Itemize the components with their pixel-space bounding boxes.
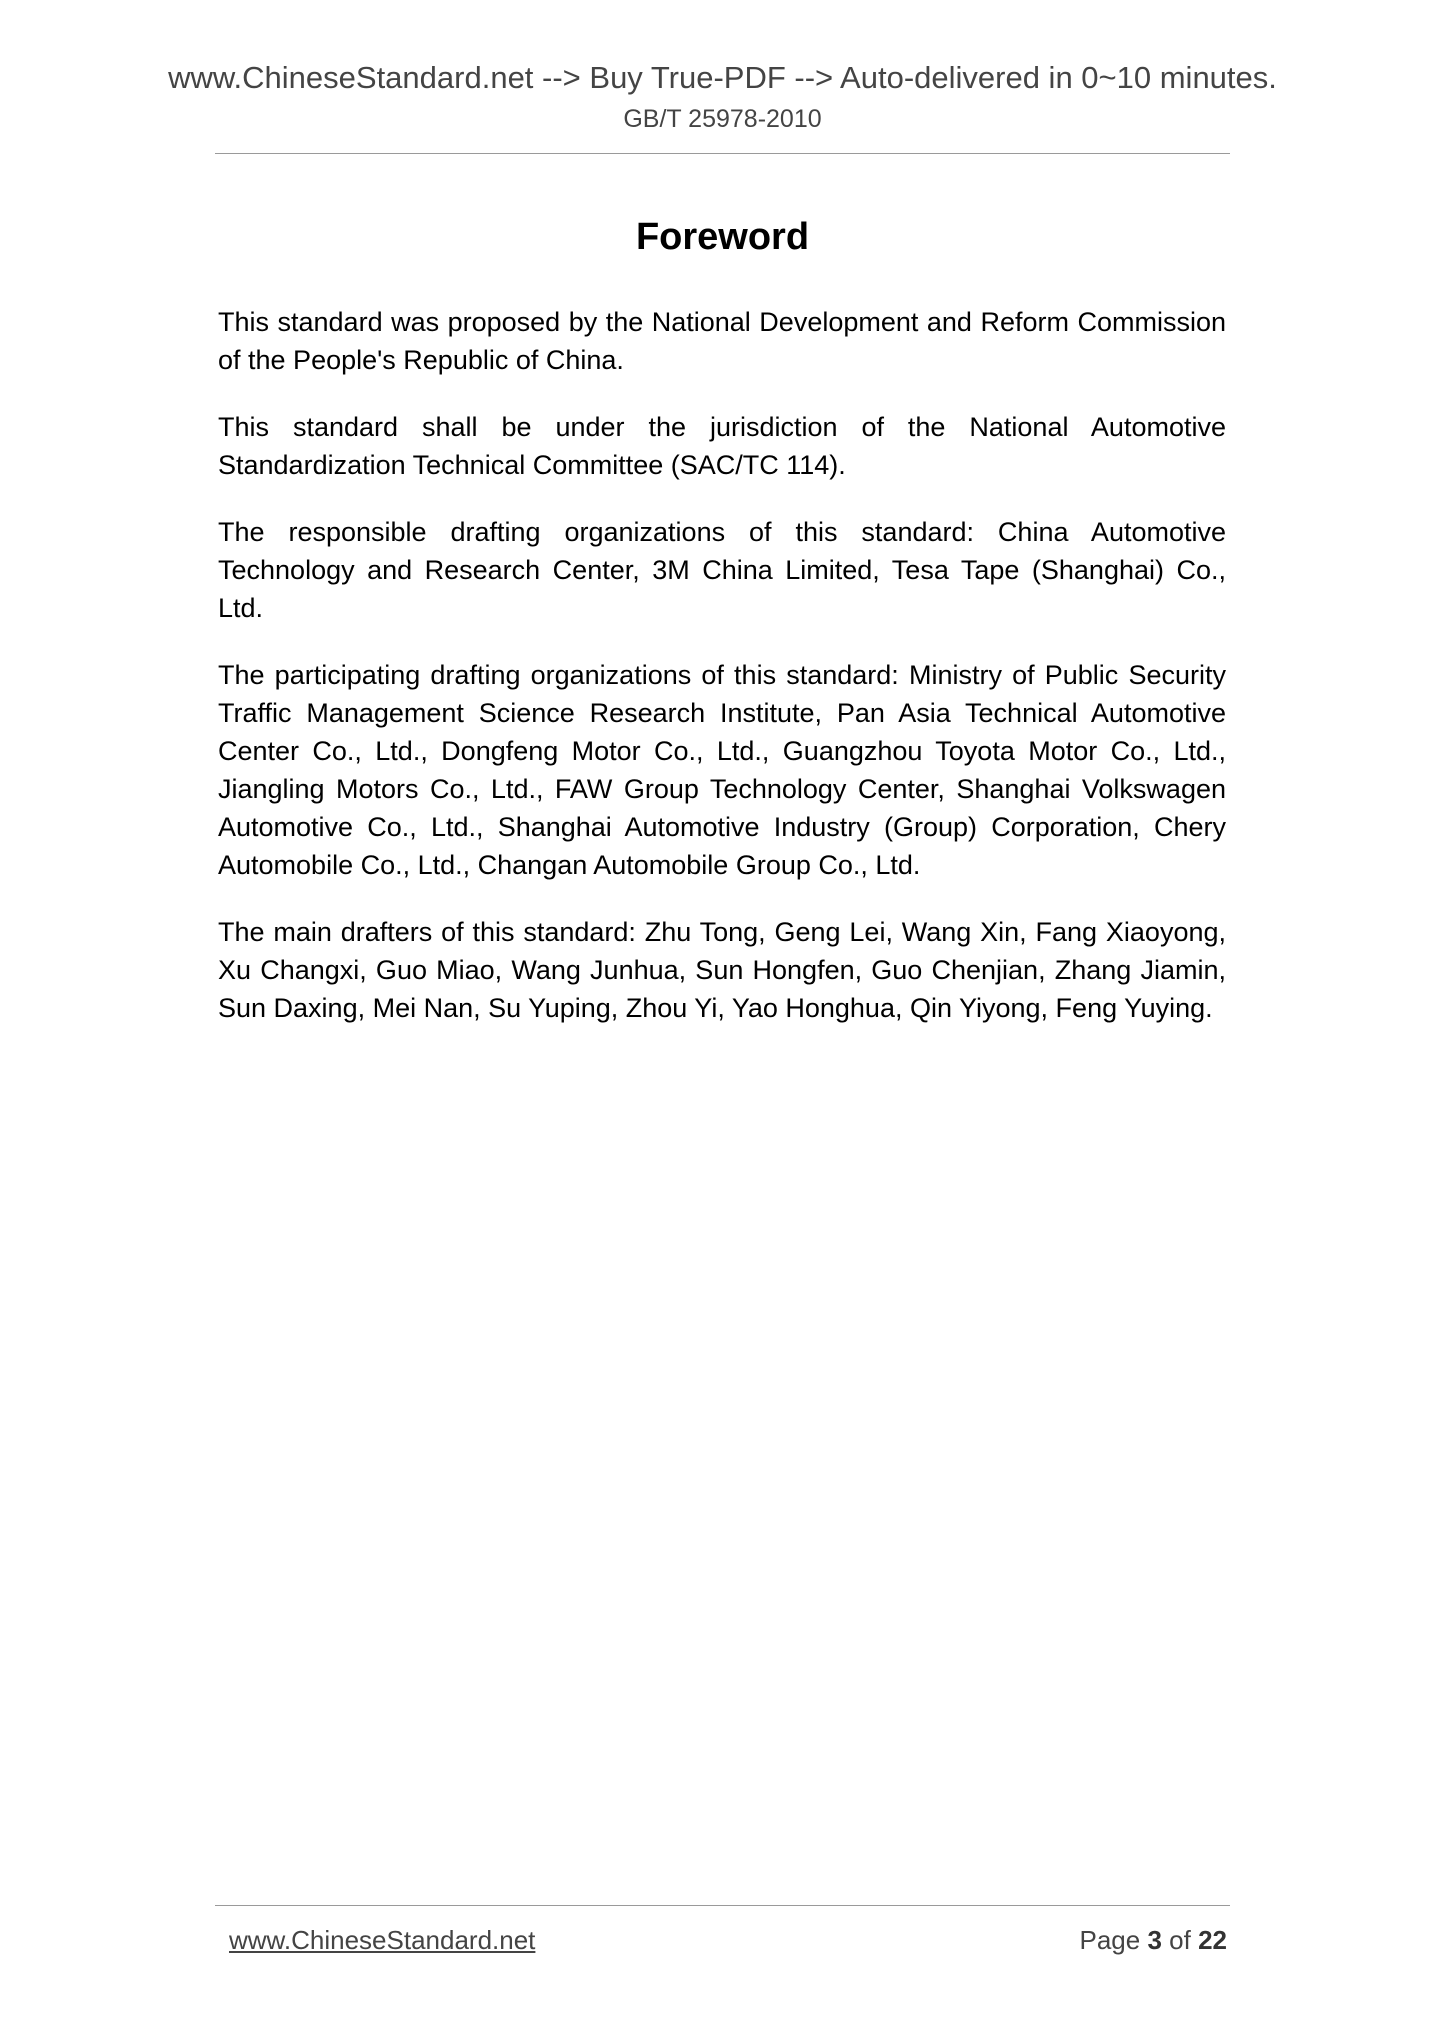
page-title: Foreword xyxy=(635,216,810,258)
footer-divider xyxy=(215,1905,1230,1906)
footer-website-link[interactable]: www.ChineseStandard.net xyxy=(229,1925,536,1955)
paragraph-responsible-organizations: The responsible drafting organizations of this standard: China Automotive Technology and Research Center, 3M China Limited, Tesa Tape (Shanghai) Co., Ltd. xyxy=(218,517,1226,623)
page-label: Page xyxy=(1079,1925,1141,1955)
page-of-label: of xyxy=(1169,1925,1191,1955)
paragraph-participating-organizations: The participating drafting organizations of this standard: Ministry of Public Security Traffic Management Science Research Institute, Pan Asia Technical Automotive Center Co., Ltd., Dongfeng Motor Co., Ltd., Guangzhou Toyota Motor Co., Ltd., Jiangling Motors Co., Ltd., FAW Group Technology Center, Shanghai Volkswagen Automotive Co., Ltd., Shanghai Automotive Industry (Group) Corporation, Chery Automobile Co., Ltd., Changan Automobile Group Co., Ltd. xyxy=(218,660,1226,880)
current-page: 3 xyxy=(1147,1925,1162,1955)
paragraph-proposer: This standard was proposed by the National Development and Reform Commission of the People's Republic of China. xyxy=(218,307,1226,375)
paragraph-main-drafters: The main drafters of this standard: Zhu Tong, Geng Lei, Wang Xin, Fang Xiaoyong, Xu Changxi, Guo Miao, Wang Junhua, Sun Hongfen, Guo Chenjian, Zhang Jiamin, Sun Daxing, Mei Nan, Su Yuping, Zhou Yi, Yao Honghua, Qin Yiyong, Feng Yuying. xyxy=(218,917,1226,1023)
header-banner: www.ChineseStandard.net --> Buy True-PDF --> Auto-delivered in 0~10 minutes. xyxy=(168,60,1277,95)
standard-code: GB/T 25978-2010 xyxy=(623,105,822,133)
foreword-body xyxy=(218,303,1226,1056)
header-divider xyxy=(215,153,1230,154)
paragraph-jurisdiction: This standard shall be under the jurisdiction of the National Automotive Standardization Technical Committee (SAC/TC 114). xyxy=(218,412,1226,480)
page-number xyxy=(1079,1922,1227,1958)
total-pages: 22 xyxy=(1198,1925,1227,1955)
